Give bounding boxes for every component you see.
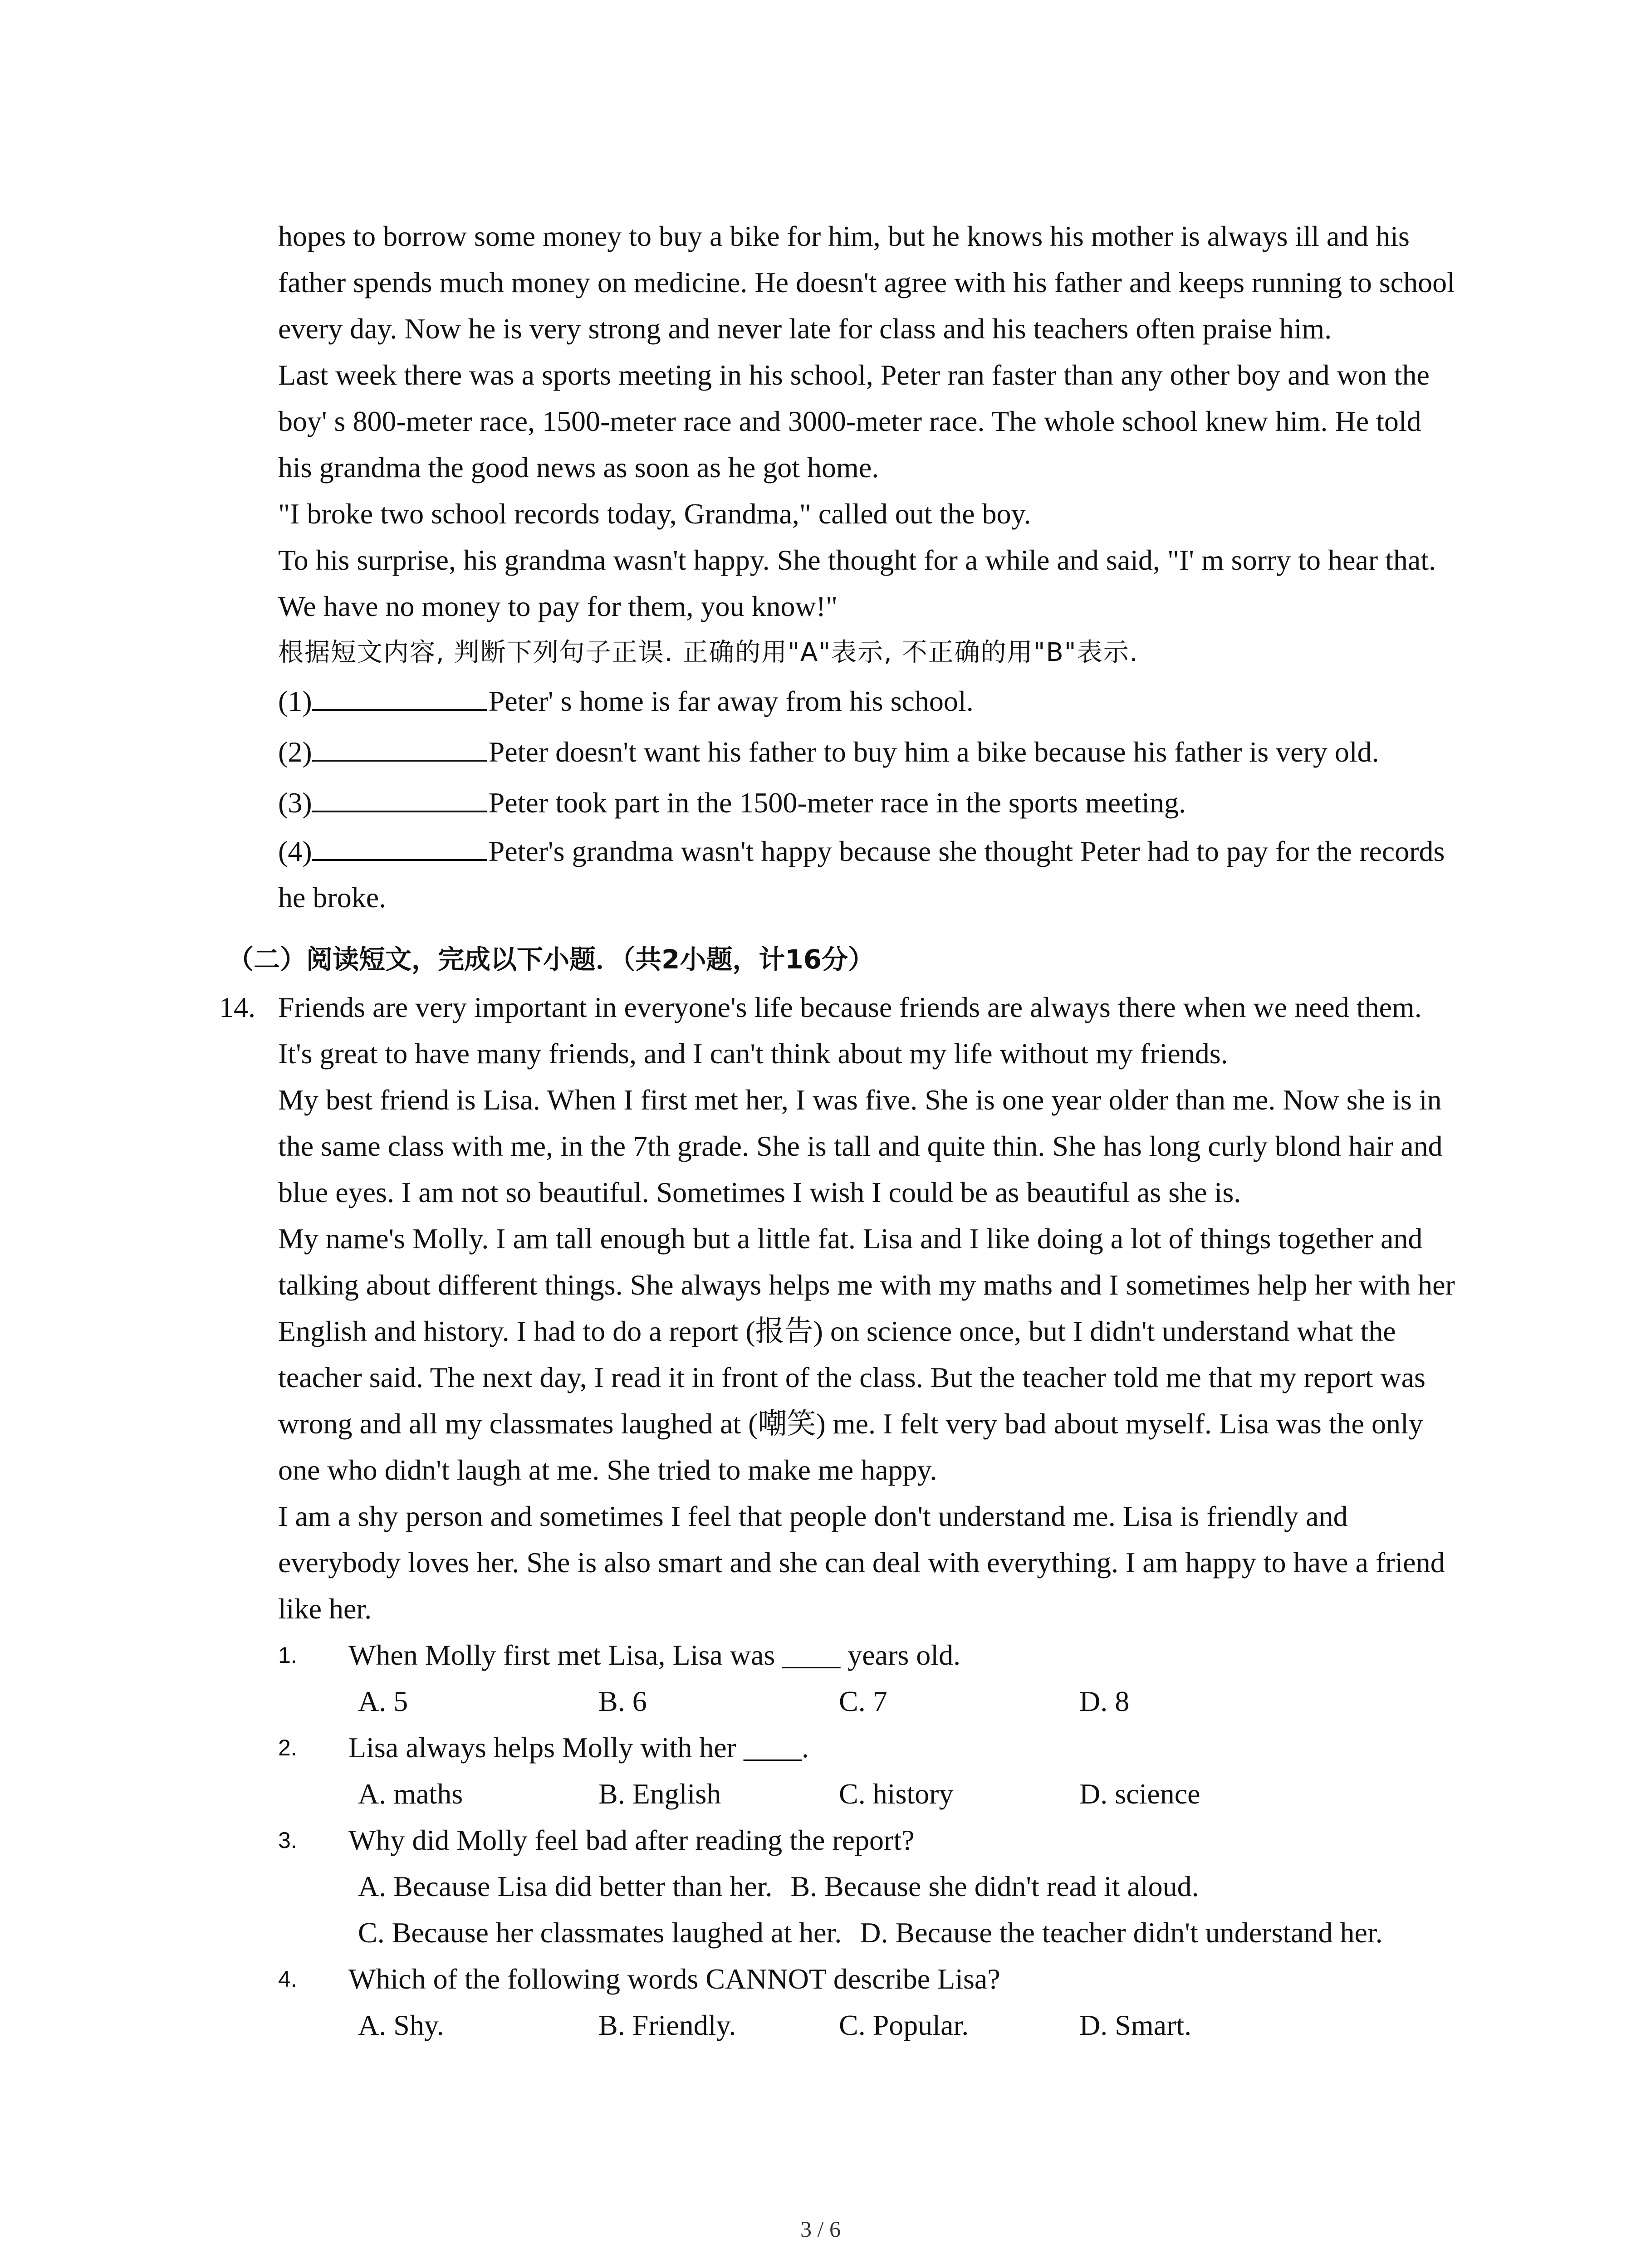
option-c[interactable]: C. Popular.	[839, 2009, 969, 2041]
sub-question-number: 2.	[278, 1735, 297, 1760]
option-a[interactable]: A. maths	[358, 1778, 463, 1810]
answer-blank[interactable]	[312, 733, 487, 762]
section-heading: （二）阅读短文，完成以下小题．（共2小题，计16分）	[227, 944, 875, 975]
question-14	[219, 984, 1458, 1077]
answer-options	[278, 1910, 1458, 1956]
page-number: 3 / 6	[800, 2216, 841, 2242]
option-b[interactable]: B. Friendly.	[598, 2009, 736, 2041]
answer-blank[interactable]	[312, 683, 487, 711]
statement-number: (3)	[278, 787, 312, 819]
answer-blank[interactable]	[312, 784, 487, 812]
statement-item	[278, 828, 1458, 921]
sub-question-number: 1.	[278, 1642, 297, 1668]
sub-question	[278, 1632, 1458, 1678]
option-c[interactable]: C. 7	[839, 1685, 887, 1717]
passage-paragraph: Last week there was a sports meeting in his school, Peter ran faster than any other boy and won the boy' s 800-meter race, 1500-meter race and 3000-meter race. The whole school knew him. He told his grandma the good news as soon as he got home.	[278, 359, 1430, 484]
passage-paragraph: Friends are very important in everyone's life because friends are always there when we need them. It's great to have many friends, and I can't think about my life without my friends.	[278, 991, 1422, 1070]
statement-item	[278, 727, 1458, 777]
answer-options	[278, 1863, 1458, 1910]
true-false-list	[278, 676, 1458, 921]
statement-text: Peter took part in the 1500-meter race in the sports meeting.	[488, 787, 1186, 819]
answer-options	[278, 1771, 1458, 1817]
passage-paragraph: "I broke two school records today, Grandma," called out the boy.	[278, 498, 1031, 530]
instruction-text: 根据短文内容, 判断下列句子正误. 正确的用"A"表示, 不正确的用"B"表示.	[278, 638, 1139, 667]
option-b[interactable]: B. Because she didn't read it aloud.	[790, 1870, 1199, 1902]
option-a[interactable]: A. Because Lisa did better than her.	[358, 1870, 773, 1902]
sub-question-number: 3.	[278, 1828, 297, 1853]
statement-text: Peter doesn't want his father to buy him a bike because his father is very old.	[488, 736, 1379, 768]
sub-question	[278, 1817, 1458, 1863]
statement-text: Peter' s home is far away from his school.	[488, 685, 974, 717]
sub-question	[278, 1725, 1458, 1771]
option-a[interactable]: A. Shy.	[358, 2009, 444, 2041]
option-b[interactable]: B. 6	[598, 1685, 647, 1717]
passage-paragraph: To his surprise, his grandma wasn't happy. She thought for a while and said, "I' m sorry to hear that. We have no money to pay for them, you know!"	[278, 544, 1436, 622]
option-a[interactable]: A. 5	[358, 1685, 408, 1717]
passage-paragraph: I am a shy person and sometimes I feel that people don't understand me. Lisa is friendly and everybody loves her. She is also smart and she can deal with everything. I am happy to have a friend like her.	[278, 1500, 1445, 1625]
statement-number: (1)	[278, 685, 312, 717]
sub-question-text: Why did Molly feel bad after reading the report?	[348, 1824, 915, 1856]
statement-text: Peter's grandma wasn't happy because she thought Peter had to pay for the records he broke.	[278, 835, 1445, 914]
answer-options	[278, 2002, 1458, 2048]
option-c[interactable]: C. Because her classmates laughed at her.	[358, 1916, 842, 1949]
statement-number: (4)	[278, 835, 312, 867]
statement-item	[278, 777, 1458, 828]
option-d[interactable]: D. Smart.	[1079, 2009, 1192, 2041]
statement-number: (2)	[278, 736, 312, 768]
option-d[interactable]: D. Because the teacher didn't understand her.	[860, 1916, 1383, 1949]
answer-options	[278, 1678, 1458, 1725]
option-d[interactable]: D. 8	[1079, 1685, 1130, 1717]
answer-blank[interactable]	[312, 833, 487, 861]
passage-paragraph: hopes to borrow some money to buy a bike for him, but he knows his mother is always ill and his father spends much money on medicine. He doesn't agree with his father and keeps running to school every day. Now he is very strong and never late for class and his teachers often praise him.	[278, 220, 1455, 345]
page-content	[219, 213, 1458, 2048]
sub-question-text: Lisa always helps Molly with her ____.	[348, 1731, 809, 1764]
sub-question-text: When Molly first met Lisa, Lisa was ____ years old.	[348, 1639, 961, 1671]
option-c[interactable]: C. history	[839, 1778, 954, 1810]
option-d[interactable]: D. science	[1079, 1778, 1200, 1810]
option-b[interactable]: B. English	[598, 1778, 721, 1810]
passage-paragraph: My name's Molly. I am tall enough but a little fat. Lisa and I like doing a lot of things together and talking about different things. She always helps me with my maths and I sometimes help her with her English and history. I had to do a report (报告) on science once, but I didn't understand what the teacher said. The next day, I read it in front of the class. But the teacher told me that my report was wrong and all my classmates laughed at (嘲笑) me. I felt very bad about myself. Lisa was the only one who didn't laugh at me. She tried to make me happy.	[278, 1222, 1455, 1486]
sub-question-text: Which of the following words CANNOT describe Lisa?	[348, 1963, 1000, 1995]
sub-question	[278, 1956, 1458, 2002]
statement-item	[278, 676, 1458, 727]
question-number: 14.	[219, 991, 255, 1023]
sub-question-number: 4.	[278, 1966, 297, 1992]
passage-paragraph: My best friend is Lisa. When I first met her, I was five. She is one year older than me. Now she is in the same class with me, in the 7th grade. She is tall and quite thin. She has long curly blond hair and blue eyes. I am not so beautiful. Sometimes I wish I could be as beautiful as she is.	[278, 1084, 1443, 1208]
